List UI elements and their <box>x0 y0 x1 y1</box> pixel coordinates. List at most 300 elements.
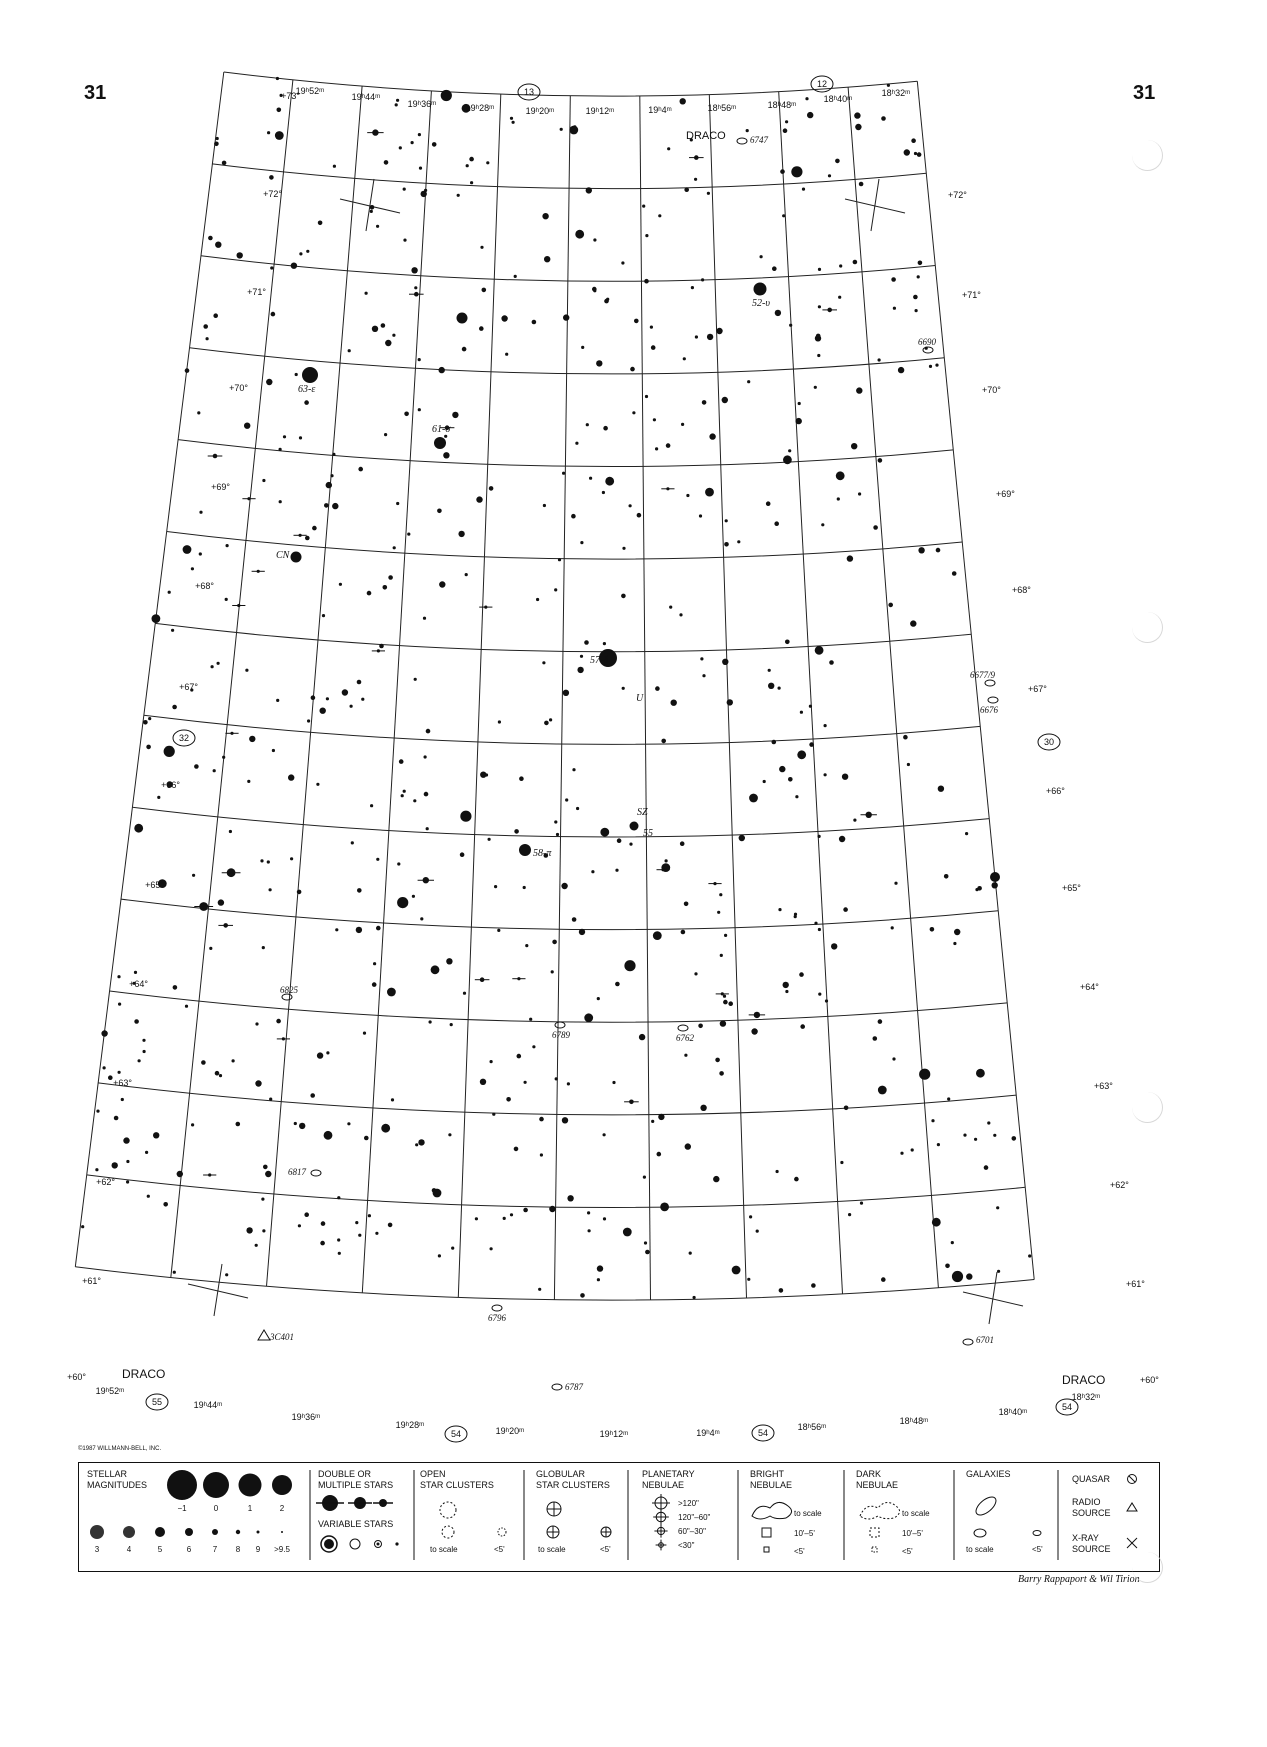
ra-bottom-label: 19ʰ28ᵐ <box>395 1420 425 1430</box>
star <box>260 859 263 862</box>
star <box>431 965 440 974</box>
star <box>342 689 348 695</box>
star <box>326 1051 329 1054</box>
ra-bottom-label: 18ʰ48ᵐ <box>899 1416 929 1426</box>
star <box>794 1177 799 1182</box>
star <box>399 146 402 149</box>
star <box>403 239 406 242</box>
star <box>701 278 704 281</box>
star <box>853 260 858 265</box>
star <box>529 1018 532 1021</box>
legend-title: NEBULAE <box>856 1480 899 1490</box>
star <box>778 908 781 911</box>
star <box>497 929 500 932</box>
star <box>580 541 583 544</box>
star <box>644 1241 647 1244</box>
star <box>552 940 557 945</box>
star <box>657 1152 662 1157</box>
star <box>482 288 487 293</box>
star <box>829 660 834 665</box>
star <box>415 1143 418 1146</box>
star <box>245 669 248 672</box>
legend-caption: 10'–5' <box>902 1529 923 1538</box>
star <box>993 1134 996 1137</box>
star <box>348 349 351 352</box>
star <box>888 603 893 608</box>
ra-top-label: 19ʰ36ᵐ <box>407 99 437 109</box>
star <box>667 147 670 150</box>
star <box>629 504 632 507</box>
star <box>462 347 467 352</box>
star <box>213 313 218 318</box>
star <box>269 888 272 891</box>
star <box>373 962 376 965</box>
object-label: 6690 <box>918 337 936 347</box>
magnitude-value: 2 <box>279 1504 285 1513</box>
star <box>848 1213 851 1216</box>
star <box>629 843 632 846</box>
legend-title: RADIO <box>1072 1497 1101 1507</box>
star <box>814 386 817 389</box>
star <box>322 614 325 617</box>
star <box>728 1001 733 1006</box>
magnitude-value: 4 <box>126 1545 132 1554</box>
star <box>429 1020 432 1023</box>
star <box>783 982 789 988</box>
star <box>540 1153 543 1156</box>
star-label: SZ <box>637 807 648 818</box>
star <box>214 142 219 147</box>
star <box>811 1283 816 1288</box>
star <box>929 365 932 368</box>
star <box>542 213 548 219</box>
star <box>684 902 689 907</box>
star <box>911 1148 914 1151</box>
dec-label-right: +69° <box>996 489 1015 499</box>
legend-title: QUASAR <box>1072 1474 1111 1484</box>
star <box>975 888 978 891</box>
star <box>194 764 199 769</box>
ra-bottom-label: 19ʰ12ᵐ <box>599 1429 629 1439</box>
ra-bottom-label: 18ʰ32ᵐ <box>1071 1392 1101 1402</box>
dec-label-right: +63° <box>1094 1081 1113 1091</box>
dec-label-left: +71° <box>247 287 266 297</box>
star <box>262 946 265 949</box>
dec-label-right: +66° <box>1046 786 1065 796</box>
star <box>837 497 840 500</box>
star <box>724 934 727 937</box>
star <box>396 99 399 102</box>
page-number-left: 31 <box>84 82 107 104</box>
galaxy-symbol <box>492 1305 502 1311</box>
star <box>660 1203 669 1212</box>
star <box>799 972 804 977</box>
star <box>536 598 539 601</box>
dec-label-right: +62° <box>1110 1180 1129 1190</box>
legend-caption: <5' <box>600 1545 611 1554</box>
star <box>580 1293 585 1298</box>
star <box>222 161 227 166</box>
star <box>270 266 273 269</box>
star <box>503 1217 506 1220</box>
star <box>739 835 745 841</box>
star <box>370 210 373 213</box>
ra-top-label: 19ʰ52ᵐ <box>295 86 325 96</box>
star <box>403 790 406 793</box>
star <box>237 252 243 258</box>
legend-title: PLANETARY <box>642 1469 695 1479</box>
legend-title: BRIGHT <box>750 1469 785 1479</box>
star <box>683 357 686 360</box>
binder-hole <box>1132 1552 1163 1583</box>
star <box>317 1052 323 1058</box>
star <box>392 334 395 337</box>
star-label: 52-υ <box>752 298 770 309</box>
star <box>655 447 658 450</box>
star <box>532 320 537 325</box>
ra-line <box>779 92 843 1294</box>
star <box>358 1234 361 1237</box>
star <box>639 1034 645 1040</box>
ra-bottom-label: 19ʰ20ᵐ <box>495 1426 525 1436</box>
legend-caption: 60"–30" <box>678 1527 706 1536</box>
star <box>519 776 524 781</box>
star <box>809 705 812 708</box>
star <box>713 1176 719 1182</box>
star <box>746 129 749 132</box>
star <box>556 833 559 836</box>
star <box>320 1241 325 1246</box>
star <box>324 503 329 508</box>
star <box>153 1132 159 1138</box>
author-signature: Barry Rappaport & Wil Tirion <box>1018 1574 1140 1585</box>
star <box>567 1082 570 1085</box>
legend-title: X-RAY <box>1072 1533 1099 1543</box>
star <box>727 699 733 705</box>
star <box>463 992 466 995</box>
star <box>118 1003 121 1006</box>
star <box>892 1057 895 1060</box>
ra-bottom-label: 19ʰ44ᵐ <box>193 1400 223 1410</box>
star <box>320 708 326 714</box>
star <box>517 1054 522 1059</box>
star <box>572 917 577 922</box>
star <box>785 120 788 123</box>
ra-bottom-label: 19ʰ52ᵐ <box>95 1386 125 1396</box>
star <box>952 571 957 576</box>
star <box>715 1058 720 1063</box>
star <box>372 982 377 987</box>
star <box>560 128 563 131</box>
star <box>339 583 342 586</box>
star <box>597 1278 600 1281</box>
star <box>384 433 387 436</box>
star <box>785 990 788 993</box>
bright-star <box>990 872 1000 882</box>
star <box>881 1277 886 1282</box>
star <box>514 1147 519 1152</box>
star <box>494 885 497 888</box>
star <box>903 735 908 740</box>
star <box>358 467 363 472</box>
star <box>592 287 597 292</box>
star <box>275 131 284 140</box>
legend-title: OPEN <box>420 1469 446 1479</box>
star <box>304 400 309 405</box>
magnitude-value: 6 <box>186 1545 192 1554</box>
ra-top-label: 19ʰ44ᵐ <box>351 92 381 102</box>
star <box>693 1296 696 1299</box>
star <box>357 888 362 893</box>
star <box>418 1139 424 1145</box>
star <box>558 558 561 561</box>
star <box>722 397 728 403</box>
ra-bottom-label: 19ʰ36ᵐ <box>291 1412 321 1422</box>
star <box>788 777 793 782</box>
star <box>332 503 338 509</box>
star <box>418 408 421 411</box>
star <box>218 899 224 905</box>
star <box>543 504 546 507</box>
star <box>426 729 431 734</box>
star <box>291 263 297 269</box>
star <box>203 324 208 329</box>
legend-title: STAR CLUSTERS <box>536 1480 610 1490</box>
star <box>621 594 626 599</box>
star <box>197 411 200 414</box>
star <box>567 1195 573 1201</box>
star <box>101 1030 107 1036</box>
star <box>367 591 372 596</box>
star <box>717 911 720 914</box>
star <box>724 542 729 547</box>
star <box>438 1254 441 1257</box>
star <box>542 661 545 664</box>
star <box>789 324 792 327</box>
star <box>818 928 821 931</box>
star <box>839 264 842 267</box>
legend-caption: to scale <box>902 1509 930 1518</box>
dec-label-left: +65° <box>145 880 164 890</box>
galaxy-symbol <box>552 1384 562 1390</box>
star <box>818 835 821 838</box>
star <box>679 613 682 616</box>
star <box>225 598 228 601</box>
star <box>393 546 396 549</box>
star <box>177 1171 183 1177</box>
star <box>772 740 777 745</box>
star <box>321 1221 326 1226</box>
star <box>347 1122 350 1125</box>
dec-label-left: +68° <box>195 581 214 591</box>
ra-top-label: 19ʰ28ᵐ <box>465 103 495 113</box>
star <box>756 1230 759 1233</box>
star <box>397 897 408 908</box>
star <box>232 1059 235 1062</box>
star <box>450 1023 453 1026</box>
star <box>632 411 635 414</box>
adjacent-chart-number: 55 <box>151 1397 163 1407</box>
legend-caption: <5' <box>794 1547 805 1556</box>
star <box>603 642 606 645</box>
star <box>412 895 415 898</box>
star <box>138 1059 141 1062</box>
legend-title: NEBULAE <box>750 1480 793 1490</box>
star <box>490 1247 493 1250</box>
star <box>219 1074 222 1077</box>
star <box>419 167 422 170</box>
star <box>208 236 213 241</box>
star <box>185 368 190 373</box>
star <box>236 1122 241 1127</box>
star <box>217 662 220 665</box>
dec-label-left: +69° <box>211 482 230 492</box>
star <box>81 1225 84 1228</box>
star <box>576 807 579 810</box>
adjacent-chart-number: 30 <box>1043 737 1055 747</box>
legend-caption: <5' <box>494 1545 505 1554</box>
object-label: 6787 <box>565 1382 583 1392</box>
star <box>776 1170 779 1173</box>
star <box>603 1133 606 1136</box>
constellation-label: DRACO <box>686 130 726 142</box>
star <box>817 354 820 357</box>
star <box>580 655 583 658</box>
star <box>684 187 689 192</box>
star <box>723 995 726 998</box>
star <box>108 1075 113 1080</box>
star <box>185 1005 188 1008</box>
dec-label-right: +71° <box>962 290 981 300</box>
star-label: CN <box>276 550 290 561</box>
star <box>963 1134 966 1137</box>
dec-label-left: +66° <box>161 780 180 790</box>
star <box>818 305 821 308</box>
star <box>424 755 427 758</box>
star <box>173 985 178 990</box>
star <box>840 1161 843 1164</box>
star <box>584 640 589 645</box>
star <box>779 766 785 772</box>
star <box>381 323 386 328</box>
star <box>216 137 219 140</box>
ra-line <box>709 95 746 1298</box>
legend-title: MULTIPLE STARS <box>318 1480 394 1490</box>
star <box>330 474 333 477</box>
star <box>269 175 274 180</box>
star <box>774 521 779 526</box>
star <box>800 711 803 714</box>
star <box>606 298 609 301</box>
star <box>262 1229 265 1232</box>
star <box>658 214 661 217</box>
star <box>839 836 845 842</box>
star <box>265 1171 271 1177</box>
star <box>443 452 449 458</box>
star <box>375 1232 378 1235</box>
legend-title: STELLAR <box>87 1469 128 1479</box>
ra-bottom-label: 18ʰ56ᵐ <box>797 1422 827 1432</box>
magnitude-value: 7 <box>212 1545 218 1554</box>
star <box>825 999 828 1002</box>
star <box>1028 1254 1031 1257</box>
star <box>653 418 656 421</box>
star <box>835 159 840 164</box>
star <box>645 1250 650 1255</box>
star <box>860 1202 863 1205</box>
adjacent-chart-number: 13 <box>523 87 535 97</box>
star <box>917 152 922 157</box>
star <box>798 402 801 405</box>
star <box>311 695 316 700</box>
star <box>586 187 592 193</box>
star <box>466 164 469 167</box>
star <box>859 182 864 187</box>
star <box>702 674 705 677</box>
star <box>304 1212 309 1217</box>
star <box>555 1077 558 1080</box>
star <box>751 1028 757 1034</box>
star <box>891 277 896 282</box>
star <box>802 188 805 191</box>
star <box>351 841 354 844</box>
star <box>686 494 689 497</box>
star <box>842 774 848 780</box>
star <box>951 1241 954 1244</box>
legend-caption: <5' <box>1032 1545 1043 1554</box>
star <box>878 1019 883 1024</box>
star <box>707 334 713 340</box>
star <box>514 275 517 278</box>
star <box>797 750 806 759</box>
galaxy-symbol <box>988 697 998 703</box>
magnitude-value: −1 <box>177 1504 187 1513</box>
star <box>643 1176 646 1179</box>
page-number-right: 31 <box>1133 82 1156 104</box>
star <box>95 1168 98 1171</box>
star <box>414 286 417 289</box>
star <box>824 724 827 727</box>
bright-star <box>457 313 468 324</box>
star <box>525 944 528 947</box>
star <box>290 857 293 860</box>
dec-label-right: +72° <box>948 190 967 200</box>
star <box>337 1196 340 1199</box>
star <box>581 346 584 349</box>
star <box>843 907 848 912</box>
star <box>376 225 379 228</box>
star <box>987 1121 990 1124</box>
star <box>597 997 600 1000</box>
star <box>645 234 648 237</box>
star <box>719 893 722 896</box>
star <box>894 882 897 885</box>
ra-line <box>75 72 224 1267</box>
radio-source-symbol <box>258 1330 270 1340</box>
dec-label-right: +65° <box>1062 883 1081 893</box>
binder-hole <box>1132 140 1163 171</box>
star <box>644 279 649 284</box>
legend-caption: 10'–5' <box>794 1529 815 1538</box>
star <box>414 678 417 681</box>
star <box>602 491 605 494</box>
star <box>549 1206 555 1212</box>
star <box>524 1081 527 1084</box>
star <box>680 841 685 846</box>
object-label: 6677/9 <box>970 670 996 680</box>
star <box>621 261 624 264</box>
star <box>873 1036 878 1041</box>
